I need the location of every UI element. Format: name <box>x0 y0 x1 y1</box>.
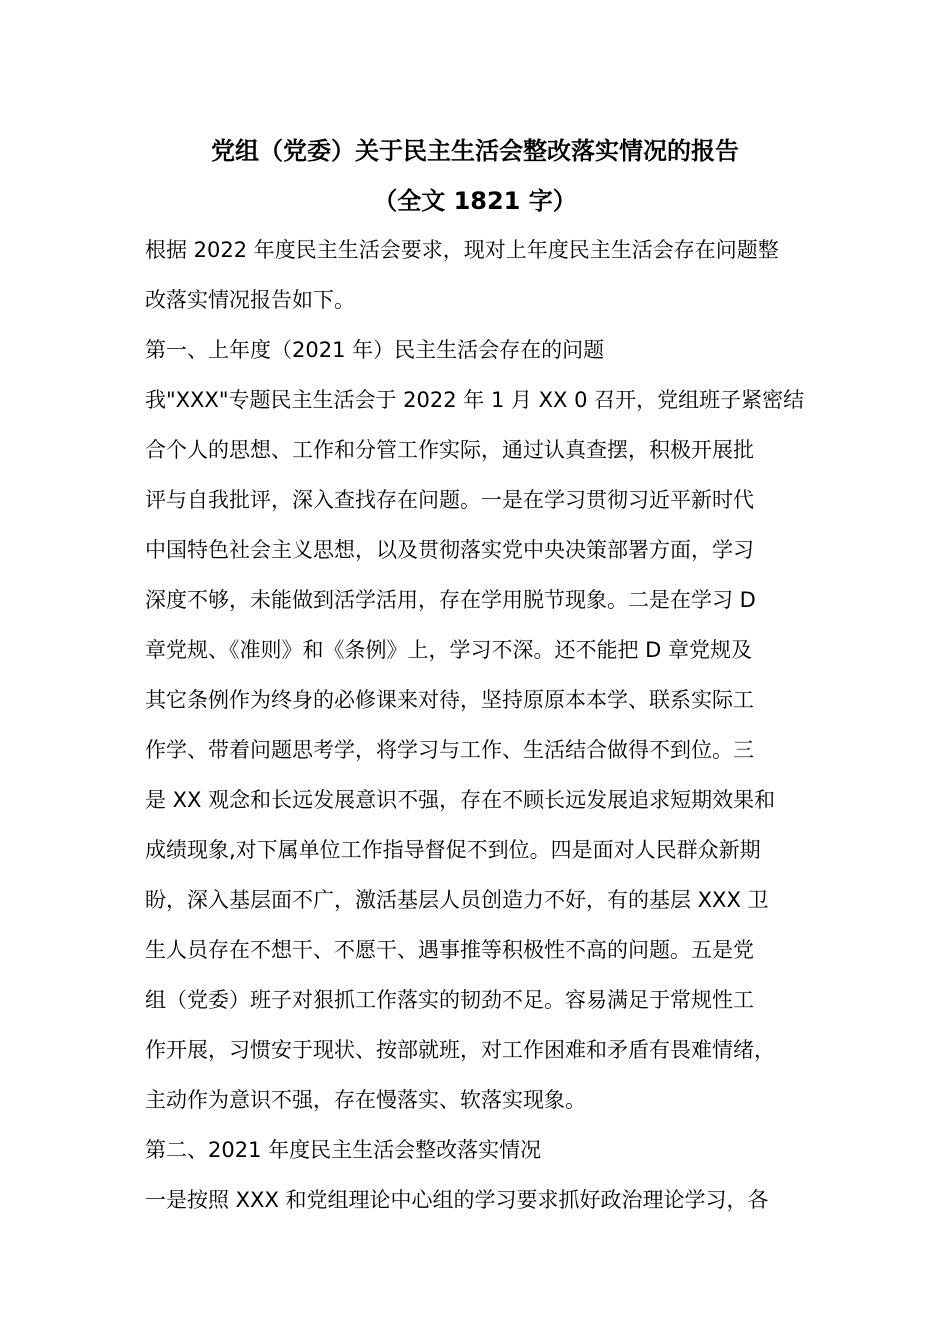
paragraph-line: 主动作为意识不强，存在慢落实、软落实现象。 <box>145 1088 586 1112</box>
intro-line-2: 改落实情况报告如下。 <box>145 288 355 312</box>
paragraph-line: 一是按照 XXX 和党组理论中心组的学习要求抓好政治理论学习，各 <box>145 1188 769 1212</box>
paragraph-line: 是 XX 观念和长远发展意识不强，存在不顾长远发展追求短期效果和 <box>145 788 776 812</box>
section-heading-1: 第一、上年度（2021 年）民主生活会存在的问题 <box>145 338 605 362</box>
paragraph-line: 作学、带着问题思考学，将学习与工作、生活结合做得不到位。三 <box>145 738 754 762</box>
section-heading-2: 第二、2021 年度民主生活会整改落实情况 <box>145 1138 542 1162</box>
paragraph-line: 组（党委）班子对狠抓工作落实的韧劲不足。容易满足于常规性工 <box>145 988 754 1012</box>
paragraph-line: 合个人的思想、工作和分管工作实际，通过认真查摆，积极开展批 <box>145 438 754 462</box>
paragraph-line: 章党规、《准则》和《条例》上，学习不深。还不能把 D 章党规及 <box>145 638 753 662</box>
paragraph-line: 生人员存在不想干、不愿干、遇事推等积极性不高的问题。五是党 <box>145 938 754 962</box>
paragraph-line: 盼，深入基层面不广，激活基层人员创造力不好，有的基层 XXX 卫 <box>145 888 769 912</box>
paragraph-line: 成绩现象,对下属单位工作指导督促不到位。四是面对人民群众新期 <box>145 838 761 862</box>
paragraph-line: 中国特色社会主义思想，以及贯彻落实党中央决策部署方面，学习 <box>145 538 754 562</box>
document-title: 党组（党委）关于民主生活会整改落实情况的报告 <box>211 137 739 165</box>
paragraph-line: 评与自我批评，深入查找存在问题。一是在学习贯彻习近平新时代 <box>145 488 754 512</box>
paragraph-line: 作开展，习惯安于现状、按部就班，对工作困难和矛盾有畏难情绪， <box>145 1038 775 1062</box>
intro-line-1: 根据 2022 年度民主生活会要求，现对上年度民主生活会存在问题整 <box>145 238 779 262</box>
paragraph-line: 其它条例作为终身的必修课来对待，坚持原原本本学、联系实际工 <box>145 688 754 712</box>
paragraph-line: 深度不够，未能做到活学活用，存在学用脱节现象。二是在学习 D <box>145 588 756 612</box>
document-subtitle: （全文 1821 字） <box>373 187 577 215</box>
paragraph-line: 我"XXX"专题民主生活会于 2022 年 1 月 XX 0 召开，党组班子紧密结 <box>145 388 805 412</box>
